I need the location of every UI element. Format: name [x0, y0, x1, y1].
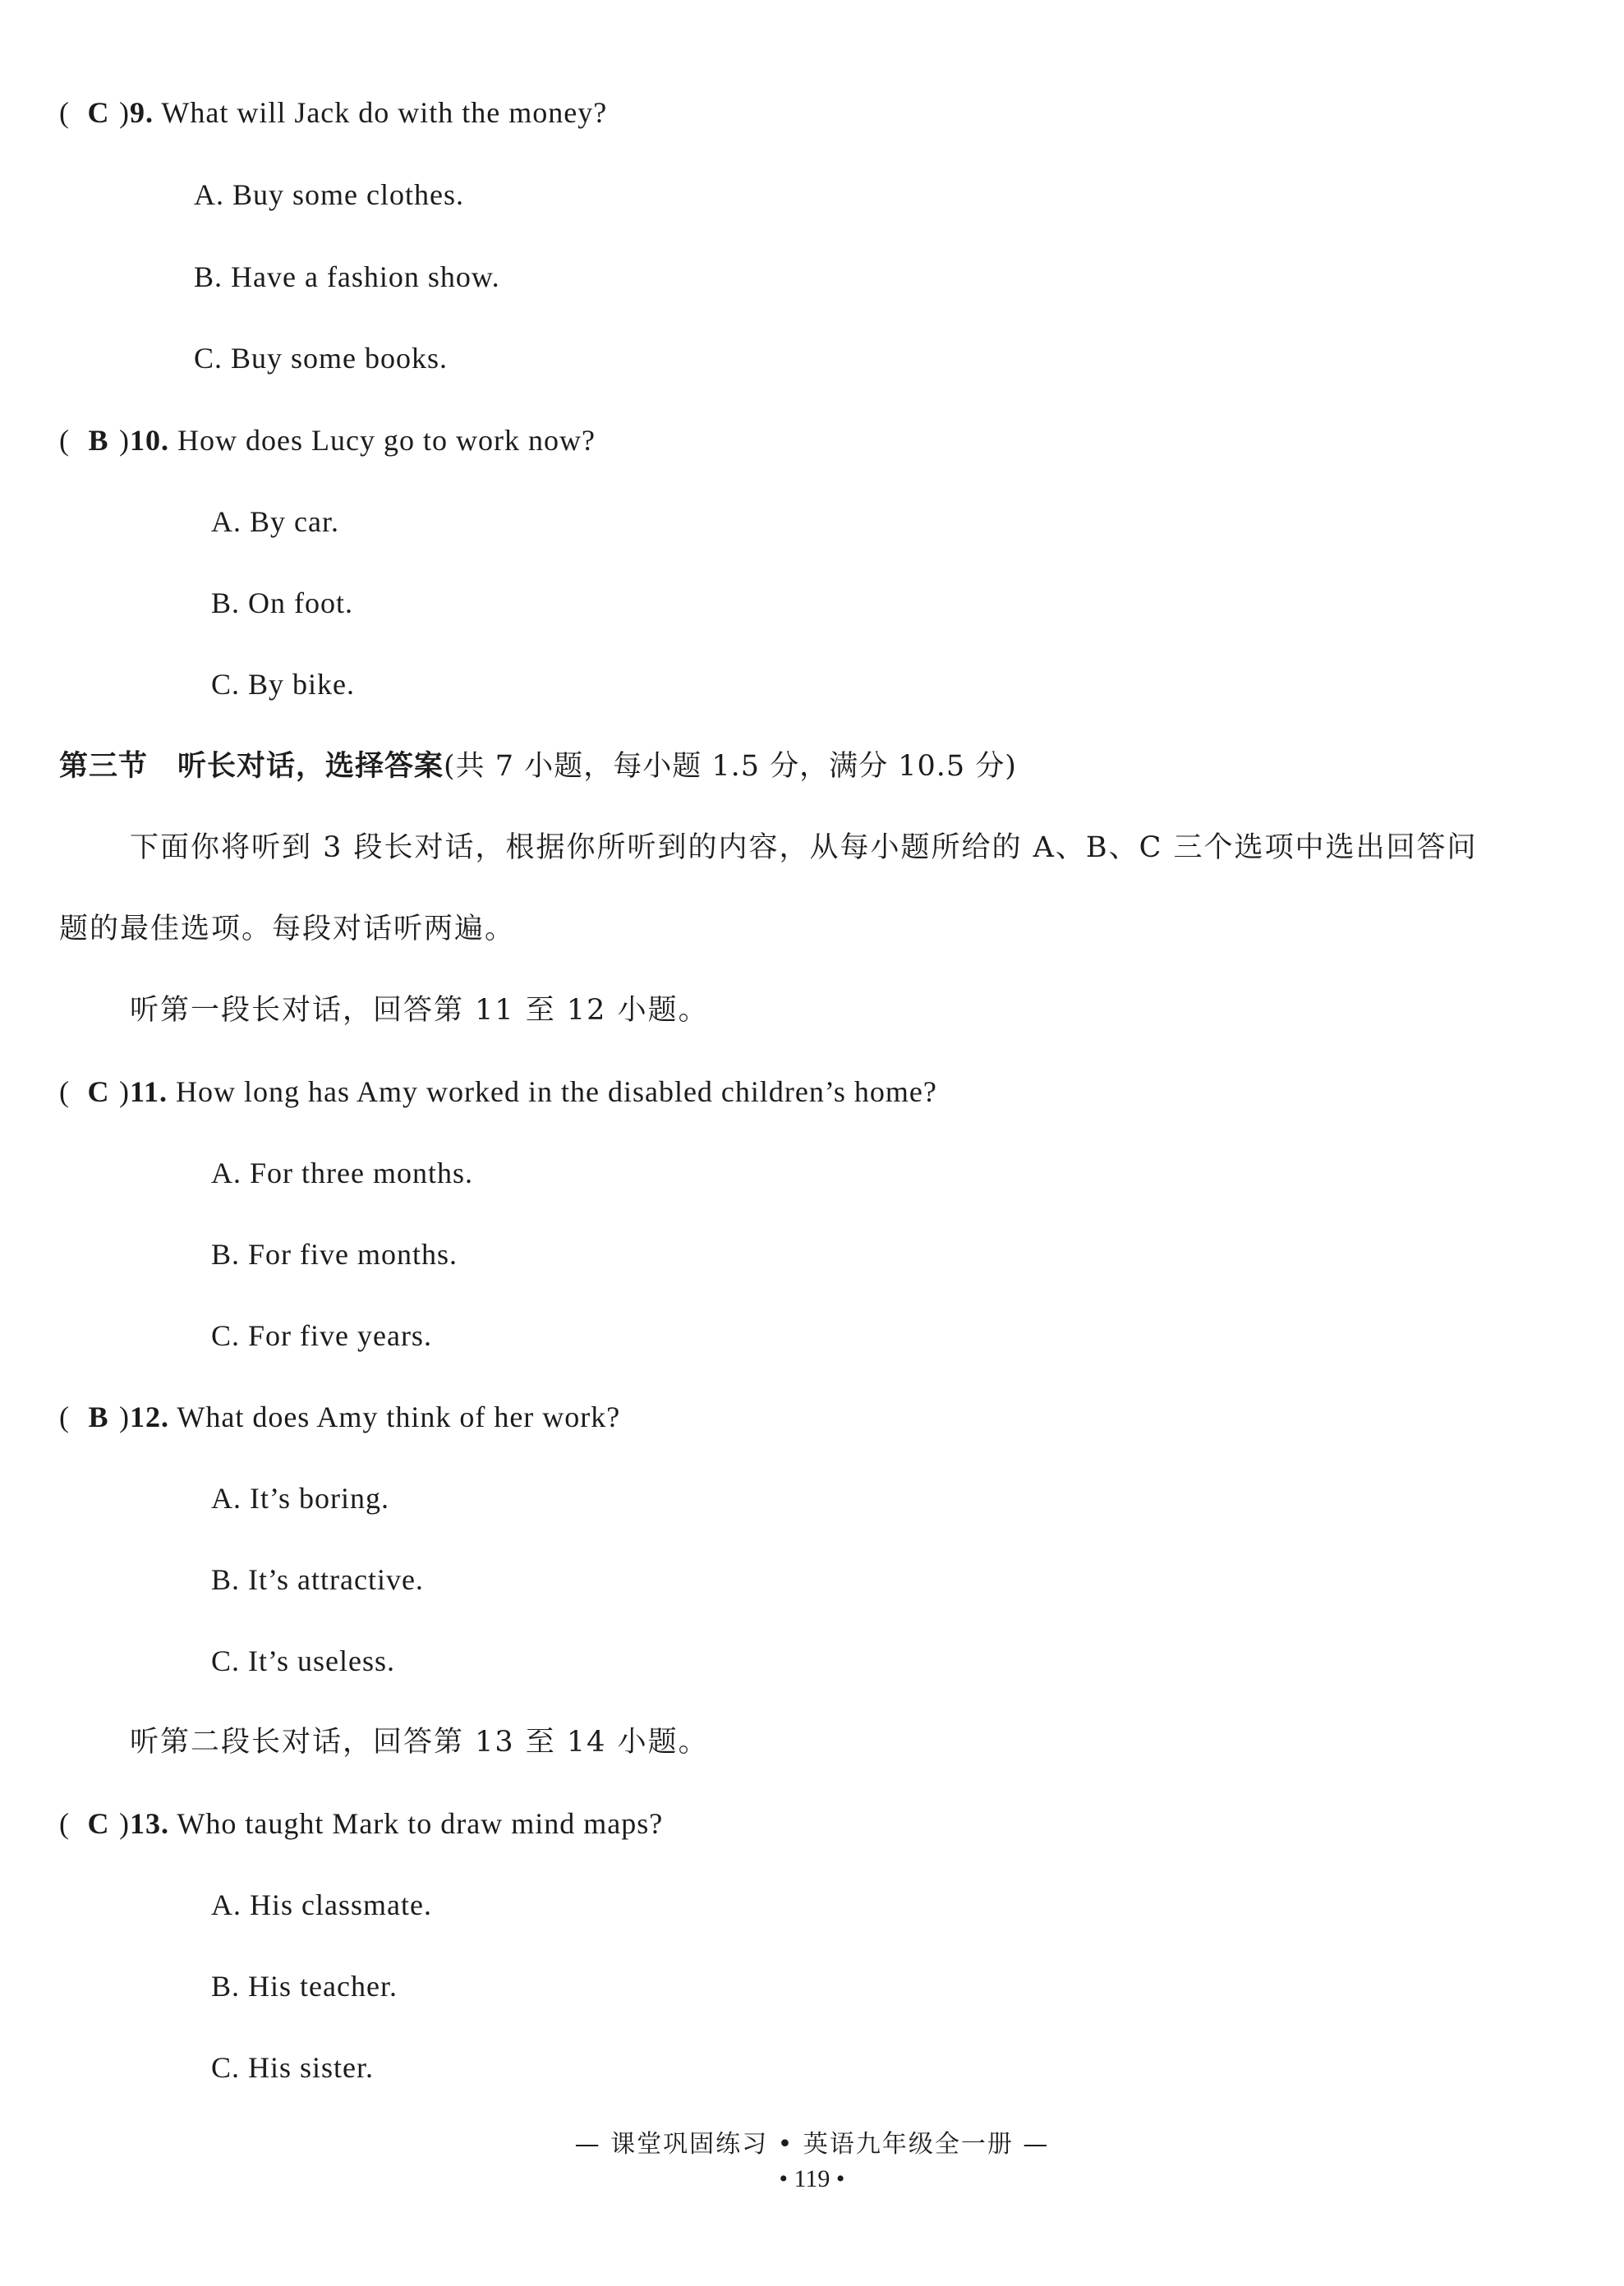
question-number: 11. — [130, 1075, 168, 1108]
paren-open: ( — [59, 1807, 70, 1840]
page-number: • 119 • — [779, 2165, 845, 2192]
option-9b: B. Have a fashion show. — [194, 260, 500, 293]
section-scoring: (共 7 小题，每小题 1.5 分，满分 10.5 分) — [444, 750, 1017, 783]
paren-open: ( — [59, 424, 70, 457]
question-number: 9. — [130, 96, 154, 129]
option-12c: C. It’s useless. — [211, 1644, 396, 1677]
option-10c: C. By bike. — [211, 668, 356, 701]
footer-book-title: — 课堂巩固练习 • 英语九年级全一册 — — [574, 2130, 1050, 2159]
answer-9: C — [87, 96, 110, 129]
section-title: 第三节 听长对话，选择答案 — [59, 750, 444, 783]
paren-open: ( — [59, 1401, 70, 1433]
option-13a: A. His classmate. — [211, 1888, 432, 1921]
dialog1-intro: 听第一段长对话，回答第 11 至 12 小题。 — [130, 994, 709, 1027]
paren-close: ) — [119, 1401, 130, 1433]
question-text: How long has Amy worked in the disabled children’s home? — [176, 1075, 937, 1108]
question-number: 13. — [130, 1807, 169, 1840]
dialog2-intro: 听第二段长对话，回答第 13 至 14 小题。 — [130, 1726, 709, 1759]
paren-close: ) — [119, 1075, 130, 1108]
paren-close: ) — [119, 424, 130, 457]
paren-close: ) — [119, 1807, 130, 1840]
option-10b: B. On foot. — [211, 586, 353, 619]
question-10 — [59, 422, 596, 458]
question-text: What does Amy think of her work? — [177, 1401, 621, 1433]
question-text: What will Jack do with the money? — [161, 96, 608, 129]
answer-11: C — [87, 1075, 110, 1108]
option-12a: A. It’s boring. — [211, 1482, 389, 1515]
question-text: Who taught Mark to draw mind maps? — [177, 1807, 664, 1840]
option-11b: B. For five months. — [211, 1238, 458, 1271]
option-10a: A. By car. — [211, 505, 339, 538]
paren-close: ) — [119, 96, 130, 129]
section-instruction-line1: 下面你将听到 3 段长对话，根据你所听到的内容，从每小题所给的 A、B、C 三个选项中选出回答问 — [130, 831, 1478, 864]
option-13b: B. His teacher. — [211, 1970, 398, 2003]
paren-open: ( — [59, 96, 70, 129]
answer-10: B — [88, 424, 109, 457]
question-12 — [59, 1399, 620, 1435]
section-instruction-line2: 题的最佳选项。每段对话听两遍。 — [59, 913, 516, 945]
option-9a: A. Buy some clothes. — [194, 178, 464, 211]
option-11a: A. For three months. — [211, 1157, 473, 1189]
answer-12: B — [88, 1401, 109, 1433]
section-heading — [59, 747, 1017, 784]
question-number: 12. — [130, 1401, 169, 1433]
question-13 — [59, 1805, 663, 1842]
option-9c: C. Buy some books. — [194, 342, 449, 375]
question-11 — [59, 1074, 937, 1110]
option-12b: B. It’s attractive. — [211, 1563, 424, 1596]
paren-open: ( — [59, 1075, 70, 1108]
question-number: 10. — [130, 424, 169, 457]
option-13c: C. His sister. — [211, 2051, 375, 2084]
question-9 — [59, 94, 607, 131]
option-11c: C. For five years. — [211, 1319, 432, 1352]
answer-13: C — [87, 1807, 110, 1840]
question-text: How does Lucy go to work now? — [177, 424, 596, 457]
